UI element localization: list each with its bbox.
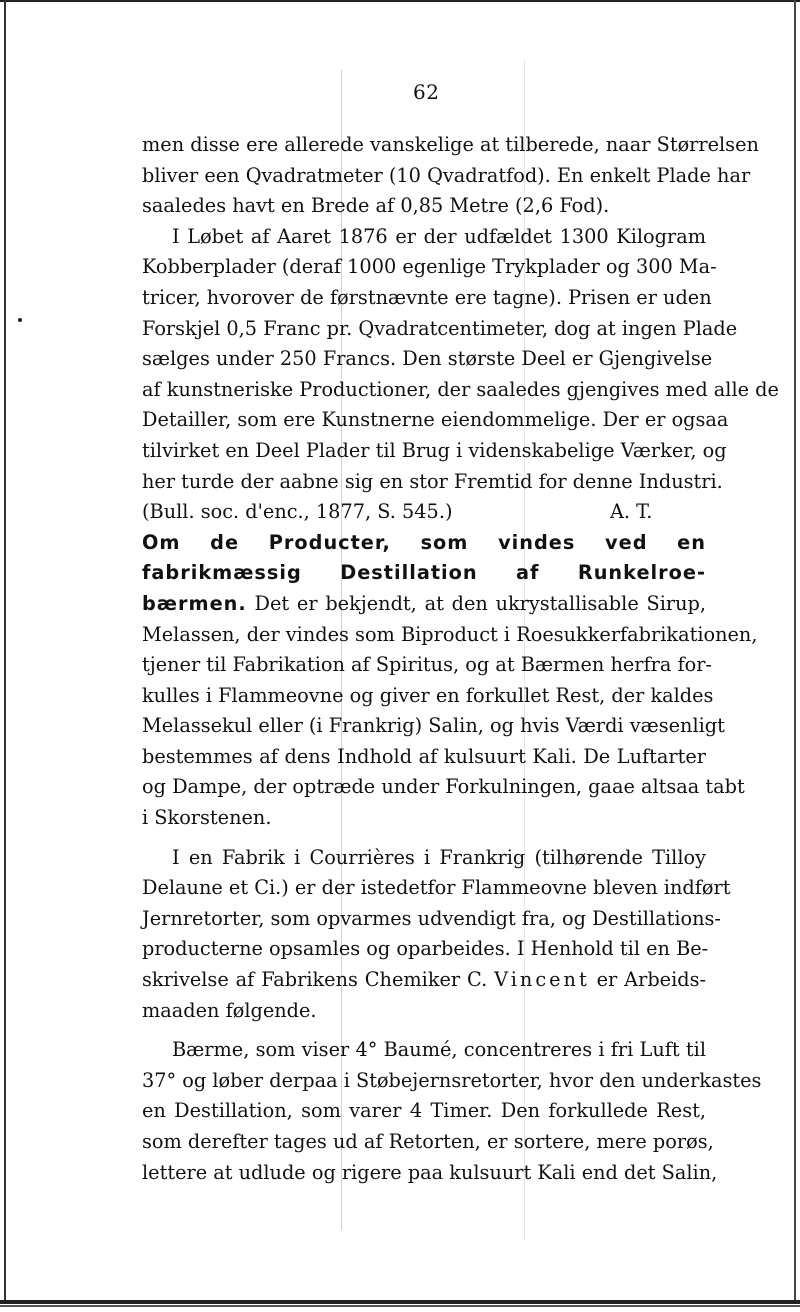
text-line: I en Fabrik i Courrières i Frankrig (tilhørende Tilloy <box>172 845 706 869</box>
text-fragment: Det er bekjendt, at den ukrystallisable Sirup, <box>254 591 706 615</box>
text-line: tilvirket en Deel Plader til Brug i videnskabelige Værker, og <box>142 438 727 462</box>
text-line: Detailler, som ere Kunstnerne eiendommelige. Der er ogsaa <box>142 408 729 432</box>
text-line: maaden følgende. <box>142 998 317 1022</box>
text-line <box>142 589 706 620</box>
text-line: Kobberplader (deraf 1000 egenlige Trykplader og 300 Ma- <box>142 255 717 279</box>
text-line: Forskjel 0,5 Franc pr. Qvadratcentimeter, dog at ingen Plade <box>142 316 738 340</box>
section-title-line: Om de Producter, som vindes ved en <box>142 530 706 554</box>
text-line: men disse ere allerede vanskelige at tilberede, naar Størrelsen <box>142 133 759 156</box>
text-line: Delaune et Ci.) er der istedetfor Flammeovne bleven indført <box>142 876 731 900</box>
section-title-end: bærmen. <box>142 591 247 615</box>
citation: (Bull. soc. d'enc., 1877, S. 545.) <box>142 500 453 524</box>
text-line: Bærme, som viser 4° Baumé, concentreres i fri Luft til <box>172 1038 706 1062</box>
text-line: Melassen, der vindes som Biproduct i Roesukkerfabrikationen, <box>142 622 758 646</box>
person-name: Vincent <box>494 968 590 992</box>
text-fragment: er Arbeids- <box>596 968 706 992</box>
page-number: 62 <box>413 80 440 104</box>
text-fragment: skrivelse af Fabrikens Chemiker C. <box>142 968 488 992</box>
text-line: bliver een Qvadratmeter (10 Qvadratfod). En enkelt Plade har <box>142 163 751 187</box>
text-line: og Dampe, der optræde under Forkulningen, gaae altsaa tabt <box>142 775 745 799</box>
body-text <box>142 130 779 1188</box>
text-line: Melassekul eller (i Frankrig) Salin, og hvis Værdi væsenligt <box>142 714 725 738</box>
text-line: producterne opsamles og oparbeides. I Henhold til en Be- <box>142 937 709 961</box>
bottom-border-inner <box>0 1305 800 1307</box>
text-line: sælges under 250 Francs. Den største Deel er Gjengivelse <box>142 347 713 371</box>
text-line: saaledes havt en Brede af 0,85 Metre (2,6 Fod). <box>142 194 610 218</box>
text-line: en Destillation, som varer 4 Timer. Den forkullede Rest, <box>142 1099 706 1123</box>
right-border <box>794 0 796 1304</box>
margin-mark <box>18 318 22 322</box>
text-line: som derefter tages ud af Retorten, er sortere, mere porøs, <box>142 1130 714 1153</box>
top-border <box>0 0 800 2</box>
text-line: her turde der aabne sig en stor Fremtid for denne Industri. <box>142 469 723 493</box>
citation-line <box>142 497 706 528</box>
text-line: bestemmes af dens Indhold af kulsuurt Kali. De Luftarter <box>142 744 706 768</box>
text-line: 37° og løber derpaa i Støbejernsretorter, hvor den underkastes <box>142 1068 762 1092</box>
section-title-line: fabrikmæssig Destillation af Runkelroe- <box>142 561 706 585</box>
text-line: tricer, hvorover de førstnævnte ere tagne). Prisen er uden <box>142 285 712 309</box>
text-line: kulles i Flammeovne og giver en forkullet Rest, der kaldes <box>142 683 714 707</box>
text-line: af kunstneriske Productioner, der saaledes gjengives med alle de <box>142 377 779 401</box>
text-line: tjener til Fabrikation af Spiritus, og at Bærmen herfra for- <box>142 653 712 677</box>
text-line: Jernretorter, som opvarmes udvendigt fra, og Destillations- <box>142 906 721 930</box>
paragraph-gap <box>142 834 706 843</box>
bottom-border <box>0 1300 800 1304</box>
text-line: lettere at udlude og rigere paa kulsuurt Kali end det Salin, <box>142 1160 718 1184</box>
text-line: I Løbet af Aaret 1876 er der udfældet 1300 Kilogram <box>172 224 706 248</box>
text-line <box>142 965 706 996</box>
author-initials: A. T. <box>610 500 653 524</box>
left-border <box>4 0 6 1304</box>
paragraph-gap <box>142 1026 706 1035</box>
text-line: i Skorstenen. <box>142 806 272 830</box>
